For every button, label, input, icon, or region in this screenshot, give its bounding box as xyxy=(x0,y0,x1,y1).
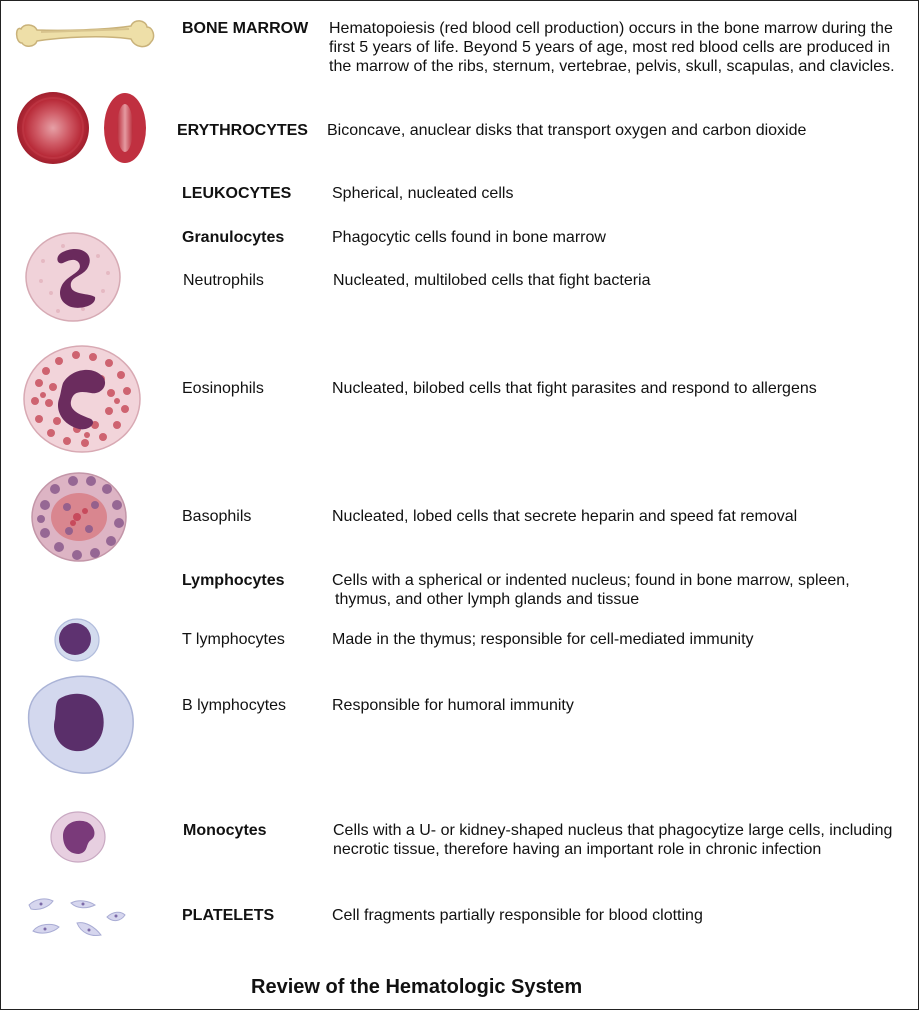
leukocytes-term: LEUKOCYTES xyxy=(182,185,292,202)
b-lymphocyte-icon xyxy=(19,671,137,777)
bone-marrow-description: Hematopoiesis (red blood cell production) occurs in the bone marrow during the first 5 years of life. Beyond 5 years of age, most red blood cells are produced in the marrow of the ribs, sternum, vertebrae, pelvis, skull, scapulas, and clavicles. xyxy=(329,20,895,75)
monocytes-term: Monocytes xyxy=(183,822,267,839)
t-lymphocytes-description: Made in the thymus; responsible for cell-mediated immunity xyxy=(332,631,754,648)
neutrophils-description: Nucleated, multilobed cells that fight bacteria xyxy=(333,272,651,289)
erythrocytes-term: ERYTHROCYTES xyxy=(177,122,308,139)
erythrocytes-description: Biconcave, anuclear disks that transport oxygen and carbon dioxide xyxy=(327,122,807,139)
neutrophils-term: Neutrophils xyxy=(183,272,264,289)
eosinophils-term: Eosinophils xyxy=(182,380,264,397)
b-lymphocytes-description: Responsible for humoral immunity xyxy=(332,697,574,714)
bone-icon xyxy=(13,15,155,55)
figure-caption: Review of the Hematologic System xyxy=(251,976,583,998)
basophils-term: Basophils xyxy=(182,508,252,525)
platelets-term: PLATELETS xyxy=(182,907,275,924)
lymphocytes-description-line2: thymus, and other lymph glands and tissue xyxy=(335,591,640,608)
eosinophil-icon xyxy=(21,343,143,455)
platelets-description: Cell fragments partially responsible for blood clotting xyxy=(332,907,703,924)
neutrophil-icon xyxy=(23,231,123,323)
bone-marrow-term: BONE MARROW xyxy=(182,20,309,37)
monocyte-icon xyxy=(49,810,107,864)
granulocytes-description: Phagocytic cells found in bone marrow xyxy=(332,229,606,246)
granulocytes-term: Granulocytes xyxy=(182,229,285,246)
monocytes-description-line2: necrotic tissue, therefore having an important role in chronic infection xyxy=(333,841,822,858)
platelets-icon xyxy=(25,893,131,943)
eosinophils-description: Nucleated, bilobed cells that fight parasites and respond to allergens xyxy=(332,380,817,397)
lymphocytes-term: Lymphocytes xyxy=(182,572,285,589)
monocytes-description-line1: Cells with a U- or kidney-shaped nucleus that phagocytize large cells, including xyxy=(333,822,893,839)
basophils-description: Nucleated, lobed cells that secrete heparin and speed fat removal xyxy=(332,508,798,525)
erythrocyte-icon xyxy=(15,91,150,167)
leukocytes-description: Spherical, nucleated cells xyxy=(332,185,514,202)
t-lymphocyte-icon xyxy=(53,617,101,663)
basophil-icon xyxy=(29,471,129,563)
t-lymphocytes-term: T lymphocytes xyxy=(182,631,285,648)
b-lymphocytes-term: B lymphocytes xyxy=(182,697,287,714)
lymphocytes-description-line1: Cells with a spherical or indented nucleus; found in bone marrow, spleen, xyxy=(332,572,850,589)
